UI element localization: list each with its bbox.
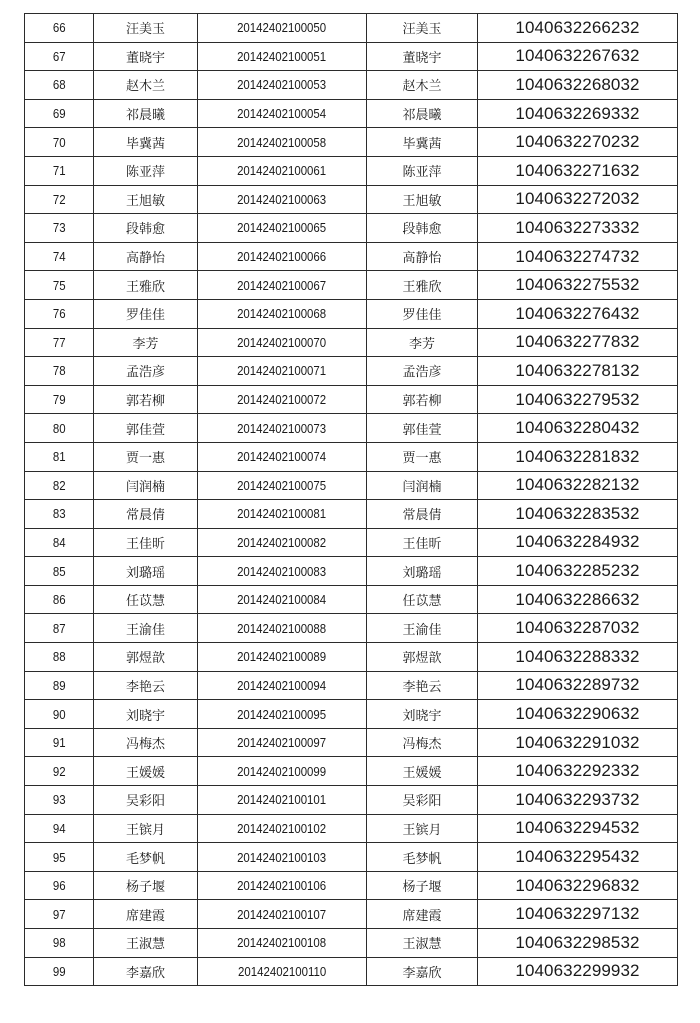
row-number-cell-text: 86 [52, 592, 66, 608]
student-name-cell: 李嘉欣 [94, 957, 198, 986]
table-row [25, 957, 678, 986]
row-number-cell [25, 614, 94, 643]
student-name-cell: 毕冀茜 [94, 128, 198, 157]
candidate-name-cell: 李艳云 [367, 671, 478, 700]
student-id-cell-text: 20142402100106 [237, 878, 327, 894]
row-number-cell-text: 88 [52, 649, 66, 665]
ticket-number-cell: 1040632288332 [478, 643, 678, 672]
student-id-cell [198, 414, 367, 443]
student-id-cell-text: 20142402100088 [237, 620, 327, 636]
row-number-cell [25, 214, 94, 243]
ticket-number-cell: 1040632299932 [478, 957, 678, 986]
student-id-cell-text: 20142402100050 [237, 20, 327, 36]
row-number-cell-text: 89 [52, 677, 66, 693]
student-id-cell-text: 20142402100103 [237, 849, 327, 865]
row-number-cell-text: 82 [52, 477, 66, 493]
student-id-cell [198, 185, 367, 214]
candidate-name-cell: 王镔月 [367, 814, 478, 843]
candidate-name-cell: 王淑慧 [367, 929, 478, 958]
row-number-cell [25, 271, 94, 300]
candidate-name-cell: 王雅欣 [367, 271, 478, 300]
student-id-cell [198, 357, 367, 386]
table-row [25, 843, 678, 872]
student-id-cell-text: 20142402100099 [237, 763, 327, 779]
table-row [25, 814, 678, 843]
student-id-cell [198, 528, 367, 557]
student-name-cell: 王佳昕 [94, 528, 198, 557]
student-id-cell-text: 20142402100073 [237, 420, 327, 436]
student-id-cell [198, 614, 367, 643]
candidate-name-cell: 闫润楠 [367, 471, 478, 500]
table-row [25, 242, 678, 271]
student-id-cell-text: 20142402100081 [237, 506, 327, 522]
table-row [25, 643, 678, 672]
ticket-number-cell: 1040632280432 [478, 414, 678, 443]
ticket-number-cell: 1040632294532 [478, 814, 678, 843]
ticket-number-cell: 1040632276432 [478, 299, 678, 328]
candidate-name-cell: 罗佳佳 [367, 299, 478, 328]
student-id-cell-text: 20142402100108 [237, 935, 327, 951]
ticket-number-cell: 1040632279532 [478, 385, 678, 414]
row-number-cell [25, 557, 94, 586]
student-id-cell-text: 20142402100066 [237, 249, 327, 265]
student-id-cell-text: 20142402100053 [237, 77, 327, 93]
ticket-number-cell: 1040632273332 [478, 214, 678, 243]
student-id-cell-text: 20142402100089 [237, 649, 327, 665]
student-name-cell: 刘晓宇 [94, 700, 198, 729]
candidate-name-cell: 杨子堰 [367, 871, 478, 900]
student-name-cell: 冯梅杰 [94, 728, 198, 757]
student-id-cell [198, 271, 367, 300]
student-name-cell: 罗佳佳 [94, 299, 198, 328]
candidate-name-cell: 冯梅杰 [367, 728, 478, 757]
row-number-cell-text: 84 [52, 534, 66, 550]
roster-body [25, 14, 678, 986]
table-row [25, 929, 678, 958]
row-number-cell [25, 99, 94, 128]
row-number-cell-text: 68 [52, 77, 66, 93]
student-name-cell: 吴彩阳 [94, 786, 198, 815]
row-number-cell [25, 585, 94, 614]
row-number-cell [25, 299, 94, 328]
row-number-cell [25, 786, 94, 815]
row-number-cell-text: 80 [52, 420, 66, 436]
ticket-number-cell: 1040632272032 [478, 185, 678, 214]
student-name-cell: 王雅欣 [94, 271, 198, 300]
student-id-cell [198, 242, 367, 271]
table-row [25, 442, 678, 471]
student-name-cell: 贾一惠 [94, 442, 198, 471]
row-number-cell-text: 83 [52, 506, 66, 522]
row-number-cell [25, 14, 94, 43]
row-number-cell [25, 643, 94, 672]
table-row [25, 385, 678, 414]
ticket-number-cell: 1040632289732 [478, 671, 678, 700]
row-number-cell [25, 185, 94, 214]
student-id-cell [198, 871, 367, 900]
student-id-cell-text: 20142402100054 [237, 106, 327, 122]
table-row [25, 500, 678, 529]
table-row [25, 271, 678, 300]
student-id-cell-text: 20142402100072 [237, 392, 327, 408]
row-number-cell-text: 99 [52, 963, 66, 979]
student-id-cell-text: 20142402100051 [237, 48, 327, 64]
candidate-name-cell: 毕冀茜 [367, 128, 478, 157]
row-number-cell [25, 871, 94, 900]
student-name-cell: 席建霞 [94, 900, 198, 929]
ticket-number-cell: 1040632278132 [478, 357, 678, 386]
table-row [25, 900, 678, 929]
student-id-cell [198, 814, 367, 843]
row-number-cell [25, 728, 94, 757]
row-number-cell-text: 95 [52, 849, 66, 865]
table-row [25, 471, 678, 500]
student-id-cell [198, 385, 367, 414]
student-id-cell [198, 585, 367, 614]
student-id-cell [198, 929, 367, 958]
row-number-cell-text: 75 [52, 277, 66, 293]
student-id-cell-text: 20142402100101 [237, 792, 327, 808]
row-number-cell-text: 74 [52, 249, 66, 265]
ticket-number-cell: 1040632268032 [478, 71, 678, 100]
ticket-number-cell: 1040632283532 [478, 500, 678, 529]
student-name-cell: 李芳 [94, 328, 198, 357]
table-row [25, 156, 678, 185]
row-number-cell-text: 66 [52, 20, 66, 36]
student-id-cell-text: 20142402100082 [237, 534, 327, 550]
ticket-number-cell: 1040632286632 [478, 585, 678, 614]
student-name-cell: 王淑慧 [94, 929, 198, 958]
table-row [25, 871, 678, 900]
student-id-cell-text: 20142402100068 [237, 306, 327, 322]
row-number-cell [25, 900, 94, 929]
ticket-number-cell: 1040632292332 [478, 757, 678, 786]
ticket-number-cell: 1040632270232 [478, 128, 678, 157]
candidate-name-cell: 贾一惠 [367, 442, 478, 471]
student-name-cell: 董晓宇 [94, 42, 198, 71]
candidate-name-cell: 孟浩彦 [367, 357, 478, 386]
candidate-name-cell: 陈亚萍 [367, 156, 478, 185]
student-id-cell [198, 728, 367, 757]
row-number-cell [25, 357, 94, 386]
student-id-cell [198, 128, 367, 157]
candidate-name-cell: 段韩愈 [367, 214, 478, 243]
table-row [25, 42, 678, 71]
student-name-cell: 杨子堰 [94, 871, 198, 900]
student-name-cell: 赵木兰 [94, 71, 198, 100]
table-row [25, 671, 678, 700]
row-number-cell-text: 67 [52, 48, 66, 64]
ticket-number-cell: 1040632284932 [478, 528, 678, 557]
ticket-number-cell: 1040632274732 [478, 242, 678, 271]
row-number-cell-text: 76 [52, 306, 66, 322]
candidate-name-cell: 毛梦帆 [367, 843, 478, 872]
row-number-cell [25, 328, 94, 357]
candidate-name-cell: 董晓宇 [367, 42, 478, 71]
student-name-cell: 王旭敏 [94, 185, 198, 214]
row-number-cell [25, 814, 94, 843]
student-name-cell: 李艳云 [94, 671, 198, 700]
ticket-number-cell: 1040632285232 [478, 557, 678, 586]
table-row [25, 99, 678, 128]
student-id-cell [198, 786, 367, 815]
row-number-cell-text: 78 [52, 363, 66, 379]
student-id-cell-text: 20142402100094 [237, 677, 327, 693]
student-id-cell [198, 643, 367, 672]
ticket-number-cell: 1040632297132 [478, 900, 678, 929]
student-name-cell: 孟浩彦 [94, 357, 198, 386]
ticket-number-cell: 1040632267632 [478, 42, 678, 71]
student-id-cell [198, 214, 367, 243]
student-name-cell: 高静怡 [94, 242, 198, 271]
row-number-cell [25, 929, 94, 958]
student-id-cell-text: 20142402100061 [237, 163, 327, 179]
student-name-cell: 郭煜歆 [94, 643, 198, 672]
student-name-cell: 王渝佳 [94, 614, 198, 643]
row-number-cell-text: 92 [52, 763, 66, 779]
row-number-cell-text: 93 [52, 792, 66, 808]
row-number-cell-text: 72 [52, 191, 66, 207]
student-id-cell [198, 99, 367, 128]
student-id-cell-text: 20142402100075 [237, 477, 327, 493]
student-id-cell-text: 20142402100107 [237, 906, 327, 922]
student-id-cell [198, 957, 367, 986]
student-id-cell [198, 42, 367, 71]
row-number-cell [25, 128, 94, 157]
student-id-cell-text: 20142402100067 [237, 277, 327, 293]
table-row [25, 614, 678, 643]
document-page [24, 13, 677, 986]
candidate-name-cell: 刘璐瑶 [367, 557, 478, 586]
candidate-name-cell: 王渝佳 [367, 614, 478, 643]
student-id-cell-text: 20142402100071 [237, 363, 327, 379]
student-id-cell [198, 671, 367, 700]
candidate-name-cell: 李芳 [367, 328, 478, 357]
candidate-name-cell: 李嘉欣 [367, 957, 478, 986]
table-row [25, 357, 678, 386]
row-number-cell [25, 843, 94, 872]
candidate-name-cell: 王旭敏 [367, 185, 478, 214]
student-id-cell-text: 20142402100083 [237, 563, 327, 579]
table-row [25, 128, 678, 157]
student-name-cell: 郭若柳 [94, 385, 198, 414]
student-id-cell [198, 328, 367, 357]
student-id-cell [198, 299, 367, 328]
ticket-number-cell: 1040632290632 [478, 700, 678, 729]
student-name-cell: 王镔月 [94, 814, 198, 843]
ticket-number-cell: 1040632266232 [478, 14, 678, 43]
table-row [25, 757, 678, 786]
student-id-cell-text: 20142402100095 [237, 706, 327, 722]
row-number-cell-text: 90 [52, 706, 66, 722]
student-name-cell: 刘璐瑶 [94, 557, 198, 586]
student-id-cell [198, 757, 367, 786]
student-name-cell: 陈亚萍 [94, 156, 198, 185]
table-row [25, 786, 678, 815]
ticket-number-cell: 1040632281832 [478, 442, 678, 471]
ticket-number-cell: 1040632287032 [478, 614, 678, 643]
student-id-cell [198, 471, 367, 500]
row-number-cell [25, 528, 94, 557]
ticket-number-cell: 1040632277832 [478, 328, 678, 357]
student-id-cell-text: 20142402100110 [237, 963, 327, 979]
table-row [25, 185, 678, 214]
row-number-cell-text: 96 [52, 878, 66, 894]
row-number-cell [25, 242, 94, 271]
student-name-cell: 毛梦帆 [94, 843, 198, 872]
table-row [25, 700, 678, 729]
student-id-cell [198, 557, 367, 586]
row-number-cell [25, 442, 94, 471]
candidate-name-cell: 任苡慧 [367, 585, 478, 614]
candidate-name-cell: 郭若柳 [367, 385, 478, 414]
student-id-cell [198, 900, 367, 929]
row-number-cell-text: 94 [52, 820, 66, 836]
student-id-cell [198, 843, 367, 872]
row-number-cell-text: 97 [52, 906, 66, 922]
row-number-cell-text: 85 [52, 563, 66, 579]
candidate-name-cell: 席建霞 [367, 900, 478, 929]
ticket-number-cell: 1040632271632 [478, 156, 678, 185]
row-number-cell-text: 71 [52, 163, 66, 179]
student-id-cell [198, 156, 367, 185]
row-number-cell [25, 700, 94, 729]
row-number-cell [25, 671, 94, 700]
candidate-name-cell: 高静怡 [367, 242, 478, 271]
row-number-cell-text: 98 [52, 935, 66, 951]
student-roster-table [24, 13, 678, 986]
student-id-cell [198, 700, 367, 729]
row-number-cell [25, 71, 94, 100]
student-name-cell: 闫润楠 [94, 471, 198, 500]
student-id-cell [198, 14, 367, 43]
row-number-cell-text: 70 [52, 134, 66, 150]
candidate-name-cell: 吴彩阳 [367, 786, 478, 815]
candidate-name-cell: 王媛媛 [367, 757, 478, 786]
table-row [25, 728, 678, 757]
row-number-cell-text: 91 [52, 735, 66, 751]
table-row [25, 528, 678, 557]
candidate-name-cell: 祁晨曦 [367, 99, 478, 128]
candidate-name-cell: 郭煜歆 [367, 643, 478, 672]
ticket-number-cell: 1040632296832 [478, 871, 678, 900]
student-id-cell-text: 20142402100070 [237, 334, 327, 350]
ticket-number-cell: 1040632275532 [478, 271, 678, 300]
ticket-number-cell: 1040632298532 [478, 929, 678, 958]
ticket-number-cell: 1040632282132 [478, 471, 678, 500]
ticket-number-cell: 1040632291032 [478, 728, 678, 757]
row-number-cell [25, 414, 94, 443]
student-id-cell-text: 20142402100097 [237, 735, 327, 751]
row-number-cell [25, 471, 94, 500]
table-row [25, 214, 678, 243]
candidate-name-cell: 常晨倩 [367, 500, 478, 529]
table-row [25, 557, 678, 586]
student-name-cell: 郭佳萱 [94, 414, 198, 443]
student-id-cell-text: 20142402100058 [237, 134, 327, 150]
row-number-cell [25, 500, 94, 529]
candidate-name-cell: 王佳昕 [367, 528, 478, 557]
student-id-cell-text: 20142402100084 [237, 592, 327, 608]
student-name-cell: 祁晨曦 [94, 99, 198, 128]
row-number-cell-text: 79 [52, 392, 66, 408]
student-id-cell-text: 20142402100065 [237, 220, 327, 236]
student-name-cell: 汪美玉 [94, 14, 198, 43]
row-number-cell-text: 73 [52, 220, 66, 236]
row-number-cell-text: 87 [52, 620, 66, 636]
table-row [25, 328, 678, 357]
student-id-cell [198, 442, 367, 471]
student-name-cell: 任苡慧 [94, 585, 198, 614]
student-id-cell-text: 20142402100074 [237, 449, 327, 465]
table-row [25, 14, 678, 43]
candidate-name-cell: 郭佳萱 [367, 414, 478, 443]
candidate-name-cell: 赵木兰 [367, 71, 478, 100]
row-number-cell [25, 156, 94, 185]
ticket-number-cell: 1040632293732 [478, 786, 678, 815]
student-id-cell [198, 71, 367, 100]
candidate-name-cell: 汪美玉 [367, 14, 478, 43]
table-row [25, 299, 678, 328]
student-name-cell: 常晨倩 [94, 500, 198, 529]
table-row [25, 414, 678, 443]
student-id-cell-text: 20142402100102 [237, 820, 327, 836]
student-id-cell-text: 20142402100063 [237, 191, 327, 207]
student-id-cell [198, 500, 367, 529]
candidate-name-cell: 刘晓宇 [367, 700, 478, 729]
row-number-cell-text: 69 [52, 106, 66, 122]
ticket-number-cell: 1040632295432 [478, 843, 678, 872]
row-number-cell [25, 42, 94, 71]
row-number-cell-text: 77 [52, 334, 66, 350]
table-row [25, 71, 678, 100]
row-number-cell [25, 957, 94, 986]
row-number-cell [25, 385, 94, 414]
row-number-cell [25, 757, 94, 786]
student-name-cell: 王媛媛 [94, 757, 198, 786]
ticket-number-cell: 1040632269332 [478, 99, 678, 128]
row-number-cell-text: 81 [52, 449, 66, 465]
student-name-cell: 段韩愈 [94, 214, 198, 243]
table-row [25, 585, 678, 614]
